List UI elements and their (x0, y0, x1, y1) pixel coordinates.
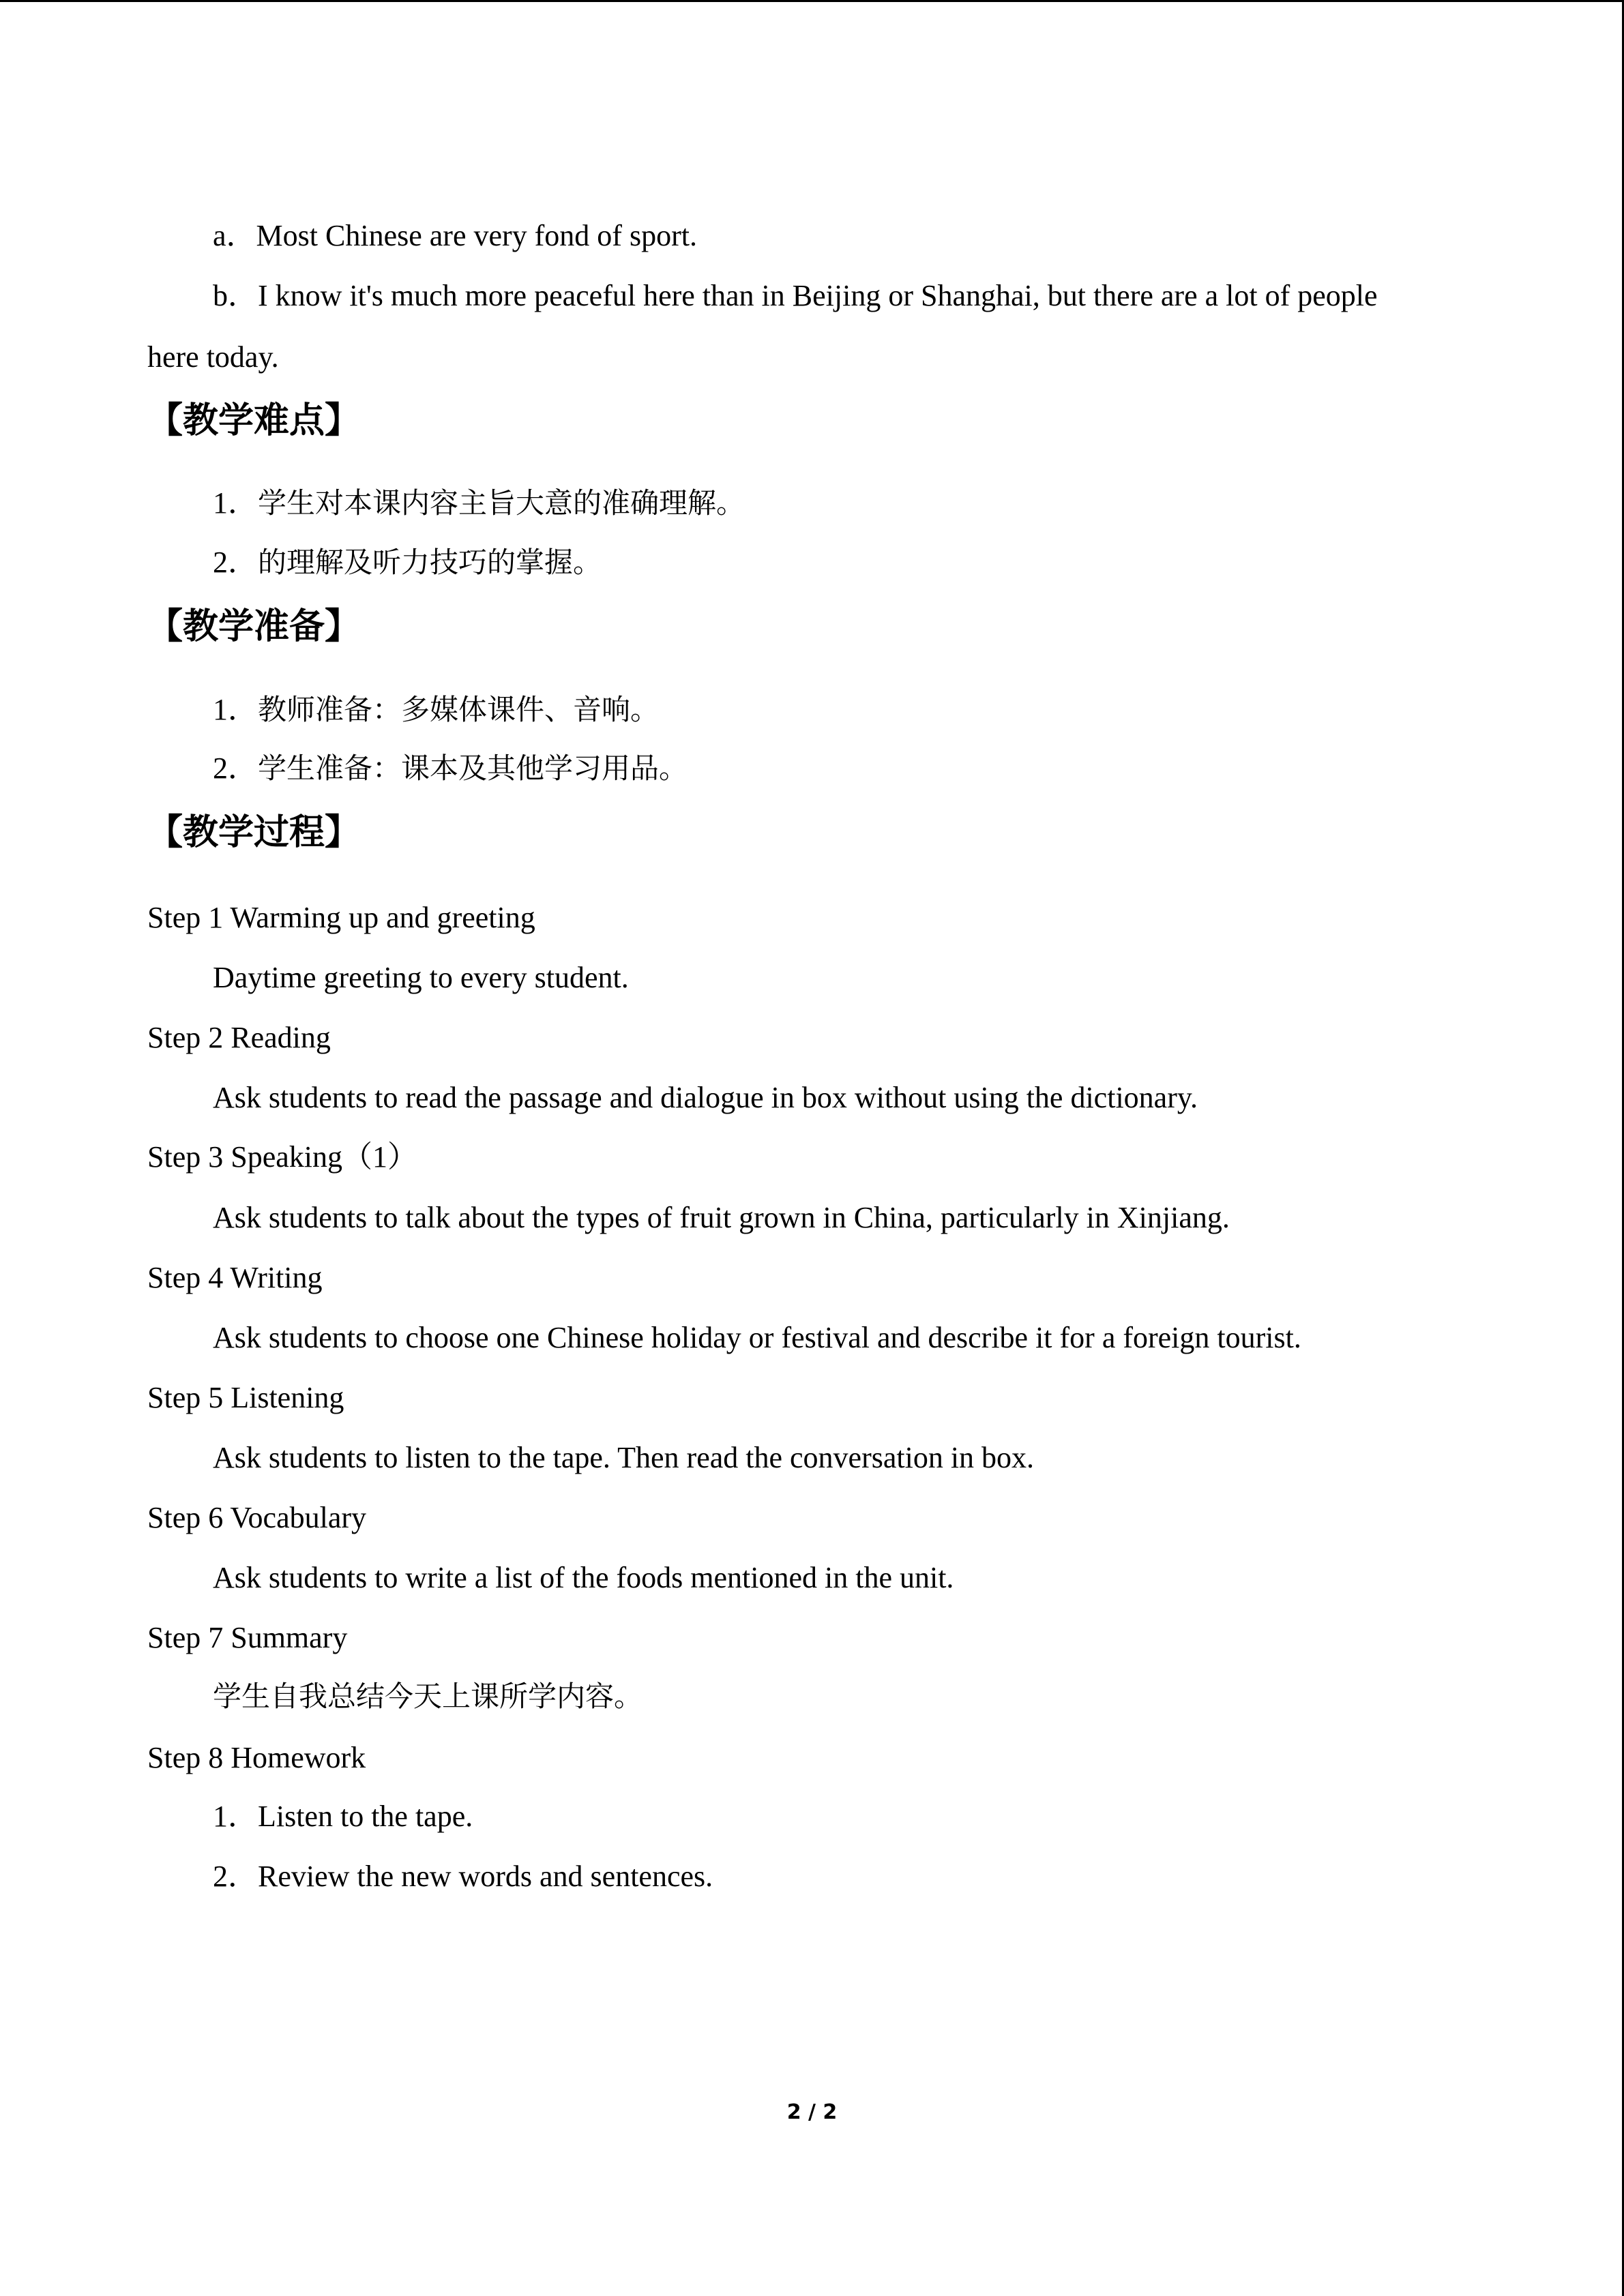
homework-text-1: Listen to the tape. (258, 1800, 473, 1833)
homework-num-2: 2． (213, 1860, 258, 1893)
sentence-b-continuation: here today. (147, 340, 279, 374)
difficulty-item-2 (213, 545, 602, 580)
step-4-detail: Ask students to choose one Chinese holiday or festival and describe it for a foreign tourist. (213, 1321, 1301, 1354)
difficulties-heading: 【教学难点】 (147, 400, 361, 441)
preparation-num-1: 1． (213, 693, 258, 726)
step-2-detail: Ask students to read the passage and dialogue in box without using the dictionary. (213, 1081, 1198, 1114)
sentence-b-marker: b． (213, 279, 258, 312)
difficulty-item-1 (213, 486, 745, 521)
homework-text-2: Review the new words and sentences. (258, 1860, 713, 1893)
step-6-detail: Ask students to write a list of the foods mentioned in the unit. (213, 1561, 954, 1594)
step-7-title: Step 7 Summary (147, 1621, 348, 1654)
sentence-a-marker: a． (213, 219, 256, 252)
step-1-detail: Daytime greeting to every student. (213, 961, 629, 994)
difficulty-num-2: 2． (213, 546, 258, 579)
page-number: 2 / 2 (786, 2100, 838, 2124)
step-2-title: Step 2 Reading (147, 1021, 331, 1054)
preparation-item-1 (213, 692, 659, 728)
homework-item-1 (213, 1799, 473, 1834)
step-5-title: Step 5 Listening (147, 1381, 344, 1414)
sentence-a-text: Most Chinese are very fond of sport. (256, 219, 697, 252)
preparation-num-2: 2． (213, 751, 258, 785)
preparation-text-2: 学生准备：课本及其他学习用品。 (258, 751, 688, 785)
sentence-b-text: I know it's much more peaceful here than in Beijing or Shanghai, but there are a lot of people (258, 279, 1378, 312)
step-5-detail: Ask students to listen to the tape. Then read the conversation in box. (213, 1441, 1035, 1474)
preparation-heading: 【教学准备】 (147, 606, 361, 647)
step-6-title: Step 6 Vocabulary (147, 1501, 366, 1534)
step-3-detail: Ask students to talk about the types of fruit grown in China, particularly in Xinjiang. (213, 1201, 1230, 1234)
step-1-title: Step 1 Warming up and greeting (147, 901, 535, 934)
homework-num-1: 1． (213, 1800, 258, 1833)
preparation-text-1: 教师准备：多媒体课件、音响。 (258, 693, 660, 726)
process-heading: 【教学过程】 (147, 812, 361, 853)
sentence-a (213, 218, 697, 254)
difficulty-text-1: 学生对本课内容主旨大意的准确理解。 (258, 486, 745, 520)
difficulty-num-1: 1． (213, 486, 258, 520)
step-7-detail: 学生自我总结今天上课所学内容。 (213, 1680, 643, 1713)
step-3-title: Step 3 Speaking（1） (147, 1140, 417, 1174)
sentence-b (213, 278, 1378, 314)
difficulty-text-2: 的理解及听力技巧的掌握。 (258, 546, 602, 579)
homework-item-2 (213, 1859, 713, 1894)
step-4-title: Step 4 Writing (147, 1261, 323, 1294)
step-8-title: Step 8 Homework (147, 1741, 366, 1774)
preparation-item-2 (213, 751, 688, 786)
